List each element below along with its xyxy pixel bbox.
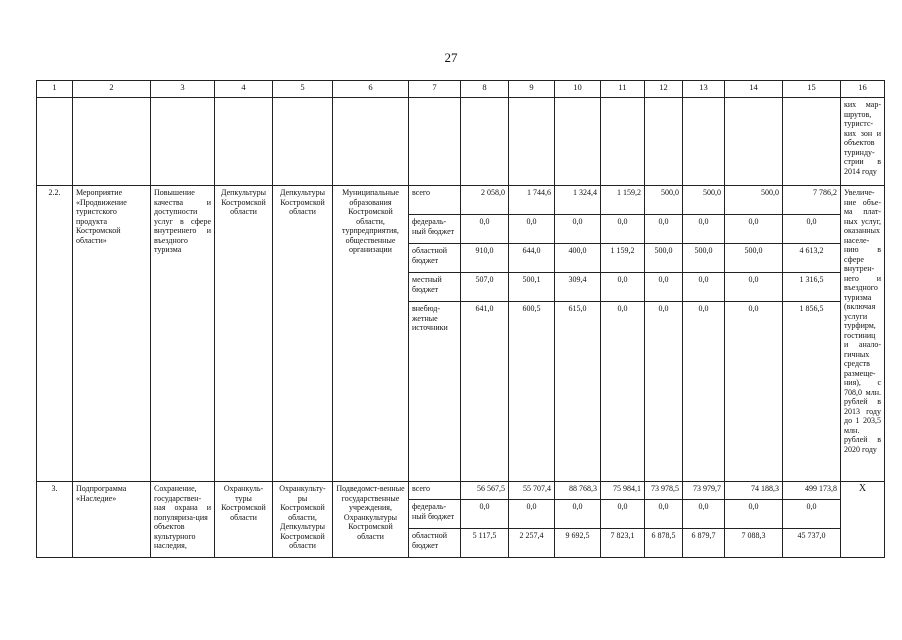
- activity-name: Подпрограмма «Наследие»: [73, 482, 151, 558]
- funding-source: всего: [409, 186, 461, 215]
- value-cell: 9 692,5: [555, 529, 601, 558]
- col-header: 1: [37, 81, 73, 98]
- result-text: X: [841, 482, 885, 558]
- table-row: [37, 482, 885, 500]
- table-row: [37, 186, 885, 215]
- value-cell: 500,0: [645, 186, 683, 215]
- value-cell: 7 823,1: [601, 529, 645, 558]
- funding-source: внебюд-жетные источники: [409, 302, 461, 482]
- page-number: 27: [444, 50, 458, 65]
- value-cell: 0,0: [645, 500, 683, 529]
- value-cell: 500,0: [725, 186, 783, 215]
- value-cell: 0,0: [683, 215, 725, 244]
- value-cell: 2 058,0: [461, 186, 509, 215]
- value-cell: 0,0: [725, 273, 783, 302]
- co-executor: Охранкульту-ры Костромской области, Депкультуры Костромской области: [273, 482, 333, 558]
- value-cell: 6 879,7: [683, 529, 725, 558]
- value-cell: 0,0: [461, 500, 509, 529]
- col-header: 16: [841, 81, 885, 98]
- col-header: 6: [333, 81, 409, 98]
- value-cell: 55 707,4: [509, 482, 555, 500]
- value-cell: 0,0: [783, 500, 841, 529]
- value-cell: 1 324,4: [555, 186, 601, 215]
- value-cell: 500,0: [683, 186, 725, 215]
- co-executor: Депкультуры Костромской области: [273, 186, 333, 482]
- value-cell: 0,0: [555, 215, 601, 244]
- funding-source: областной бюджет: [409, 529, 461, 558]
- value-cell: 0,0: [725, 302, 783, 482]
- col-header: 8: [461, 81, 509, 98]
- value-cell: 0,0: [509, 215, 555, 244]
- value-cell: 400,0: [555, 244, 601, 273]
- value-cell: 0,0: [645, 273, 683, 302]
- activity-goal: Сохранение, государствен-ная охрана и популяриза-ция объектов культурного наследия,: [151, 482, 215, 558]
- value-cell: 2 257,4: [509, 529, 555, 558]
- value-cell: 0,0: [461, 215, 509, 244]
- value-cell: 45 737,0: [783, 529, 841, 558]
- value-cell: 0,0: [645, 215, 683, 244]
- col-header: 4: [215, 81, 273, 98]
- value-cell: 74 188,3: [725, 482, 783, 500]
- value-cell: 75 984,1: [601, 482, 645, 500]
- value-cell: 0,0: [725, 500, 783, 529]
- col-header: 15: [783, 81, 841, 98]
- value-cell: 0,0: [601, 273, 645, 302]
- value-cell: 4 613,2: [783, 244, 841, 273]
- header-row: [37, 81, 885, 98]
- col-header: 5: [273, 81, 333, 98]
- value-cell: 500,0: [645, 244, 683, 273]
- funding-source: местный бюджет: [409, 273, 461, 302]
- value-cell: 7 786,2: [783, 186, 841, 215]
- value-cell: 0,0: [783, 215, 841, 244]
- program-table: [36, 80, 885, 558]
- responsible-executor: Охранкуль-туры Костромской области: [215, 482, 273, 558]
- value-cell: 0,0: [683, 500, 725, 529]
- col-header: 3: [151, 81, 215, 98]
- value-cell: 910,0: [461, 244, 509, 273]
- participants: Подведомст-венные государственные учреждения, Охранкультуры Костромской области: [333, 482, 409, 558]
- value-cell: 500,1: [509, 273, 555, 302]
- value-cell: 1 316,5: [783, 273, 841, 302]
- activity-name: Мероприятие «Продвижение туристского продукта Костромской области»: [73, 186, 151, 482]
- value-cell: 0,0: [645, 302, 683, 482]
- activity-goal: Повышение качества и доступности услуг в сфере внутреннего и въездного туризма: [151, 186, 215, 482]
- value-cell: 615,0: [555, 302, 601, 482]
- value-cell: 1 159,2: [601, 186, 645, 215]
- col-header: 9: [509, 81, 555, 98]
- value-cell: 0,0: [725, 215, 783, 244]
- continuation-row: [37, 98, 885, 186]
- value-cell: 1 744,6: [509, 186, 555, 215]
- value-cell: 1 159,2: [601, 244, 645, 273]
- value-cell: 56 567,5: [461, 482, 509, 500]
- row-number: 3.: [37, 482, 73, 558]
- value-cell: 6 878,5: [645, 529, 683, 558]
- funding-source: федераль-ный бюджет: [409, 500, 461, 529]
- value-cell: 0,0: [555, 500, 601, 529]
- value-cell: 641,0: [461, 302, 509, 482]
- responsible-executor: Депкультуры Костромской области: [215, 186, 273, 482]
- value-cell: 73 979,7: [683, 482, 725, 500]
- funding-source: областной бюджет: [409, 244, 461, 273]
- value-cell: 73 978,5: [645, 482, 683, 500]
- value-cell: 499 173,8: [783, 482, 841, 500]
- col-header: 12: [645, 81, 683, 98]
- value-cell: 507,0: [461, 273, 509, 302]
- value-cell: 0,0: [601, 302, 645, 482]
- value-cell: 0,0: [509, 500, 555, 529]
- funding-source: всего: [409, 482, 461, 500]
- value-cell: 88 768,3: [555, 482, 601, 500]
- col-header: 14: [725, 81, 783, 98]
- col-header: 11: [601, 81, 645, 98]
- value-cell: 644,0: [509, 244, 555, 273]
- col-header: 10: [555, 81, 601, 98]
- value-cell: 1 856,5: [783, 302, 841, 482]
- value-cell: 0,0: [601, 215, 645, 244]
- col-header: 7: [409, 81, 461, 98]
- result-text: Увеличе-ние объе-ма плат-ных услуг, оказанных населе-нию в сфере внутрен-него и въездного туризма (включая услуги турфирм, гостиниц и анало-гичных средств размеще-ния), с 708,0 млн. рублей в 2013 году до 1 203,5 млн. рублей в 2020 году: [841, 186, 885, 482]
- value-cell: 0,0: [601, 500, 645, 529]
- funding-source: федераль-ный бюджет: [409, 215, 461, 244]
- value-cell: 500,0: [683, 244, 725, 273]
- value-cell: 309,4: [555, 273, 601, 302]
- col-header: 2: [73, 81, 151, 98]
- row-number: 2.2.: [37, 186, 73, 482]
- participants: Муниципальные образования Костромской области, турпредприятия, общественные организации: [333, 186, 409, 482]
- value-cell: 500,0: [725, 244, 783, 273]
- value-cell: 0,0: [683, 302, 725, 482]
- col-header: 13: [683, 81, 725, 98]
- value-cell: 5 117,5: [461, 529, 509, 558]
- value-cell: 0,0: [683, 273, 725, 302]
- value-cell: 600,5: [509, 302, 555, 482]
- result-text: ких мар-шрутов, туристс-ких зон и объектов туринду-стрии в 2014 году: [841, 98, 885, 186]
- value-cell: 7 088,3: [725, 529, 783, 558]
